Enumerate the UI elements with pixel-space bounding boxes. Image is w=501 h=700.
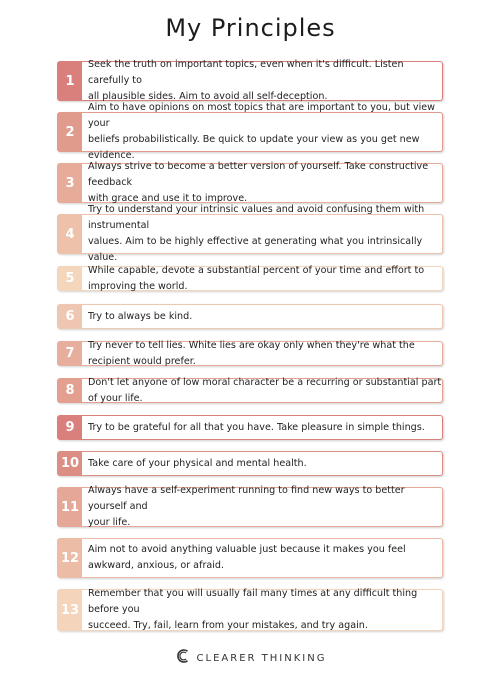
principle-item — [57, 415, 443, 440]
principle-item — [57, 204, 443, 263]
principle-text: Try to understand your intrinsic values and avoid confusing them with instrumental values. Aim to be highly effective at generating what you intrinsically value. — [88, 204, 425, 263]
footer — [0, 648, 501, 668]
principle-number: 6 — [58, 305, 82, 328]
crescent-c-icon — [175, 648, 191, 668]
principle-text: Always have a self-experiment running to find new ways to better yourself and your life. — [88, 485, 405, 528]
principle-item — [57, 451, 443, 476]
principle-item — [57, 163, 443, 203]
principle-item — [57, 341, 443, 366]
principle-number: 7 — [58, 342, 82, 365]
principle-number: 9 — [58, 416, 82, 439]
principle-text: Don't let anyone of low moral character be a recurring or substantial part of your life. — [88, 376, 442, 404]
principle-number: 2 — [58, 113, 82, 151]
principle-number: 11 — [58, 488, 82, 526]
principle-text: Try never to tell lies. White lies are okay only when they're what the recipient would prefer. — [88, 339, 415, 367]
brand-name: CLEARER THINKING — [196, 652, 327, 664]
principle-text: Aim to have opinions on most topics that are important to you, but view your beliefs probabilistically. Be quick to update your view as you get new evidence. — [88, 102, 436, 161]
principle-item — [57, 589, 443, 631]
principle-item — [57, 538, 443, 578]
page-title: My Principles — [165, 14, 336, 42]
principle-item — [57, 378, 443, 403]
principle-text: Aim not to avoid anything valuable just because it makes you feel awkward, anxious, or afraid. — [88, 544, 406, 571]
principle-item — [57, 102, 443, 161]
principle-text: Always strive to become a better version of yourself. Take constructive feedback with grace and use it to improve. — [88, 161, 429, 204]
principle-number: 5 — [58, 267, 82, 290]
principle-text: Seek the truth on important topics, even when it's difficult. Listen carefully to all plausible sides. Aim to avoid all self-deception. — [88, 59, 404, 102]
principle-item — [57, 304, 443, 329]
principle-text: Try to always be kind. — [88, 310, 193, 322]
principle-item — [57, 61, 443, 101]
principle-number: 3 — [58, 164, 82, 202]
principle-number: 4 — [58, 215, 82, 253]
principle-number: 12 — [58, 539, 82, 577]
principle-number: 8 — [58, 379, 82, 402]
principle-text: Try to be grateful for all that you have. Take pleasure in simple things. — [88, 421, 425, 433]
principle-item — [57, 266, 443, 291]
principle-text: While capable, devote a substantial percent of your time and effort to improving the world. — [88, 264, 425, 292]
principle-number: 10 — [58, 452, 82, 475]
principle-number: 1 — [58, 62, 82, 100]
principle-item — [57, 487, 443, 527]
principle-text: Remember that you will usually fail many times at any difficult thing before you succeed. Try, fail, learn from your mistakes, and try again. — [88, 588, 418, 631]
principle-number: 13 — [58, 590, 82, 630]
principle-text: Take care of your physical and mental health. — [88, 457, 307, 469]
